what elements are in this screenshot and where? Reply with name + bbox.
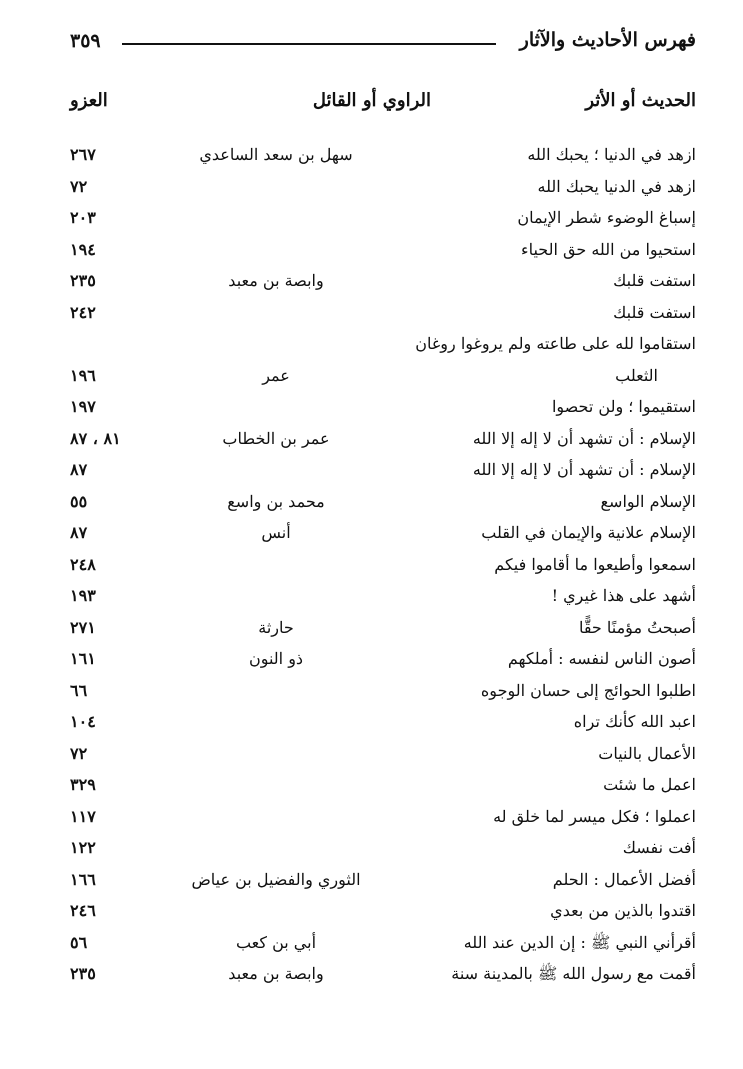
index-entry xyxy=(70,363,696,395)
entry-narrator: الثوري والفضيل بن عياض xyxy=(191,869,361,889)
index-entry xyxy=(70,268,696,300)
entry-hadith: الإسلام : أن تشهد أن لا إله إلا الله xyxy=(472,460,696,479)
entry-reference: ١٩٣ xyxy=(70,586,96,605)
entry-hadith: ازهد في الدنيا يحبك الله xyxy=(537,176,696,196)
entry-hadith: اقتدوا بالذين من بعدي xyxy=(550,901,696,920)
column-header-reference: العزو xyxy=(70,90,108,111)
entry-reference: ٨٧ xyxy=(70,523,88,542)
entry-hadith: الأعمال بالنيات xyxy=(598,743,696,763)
entry-hadith: اعمل ما شئت xyxy=(603,775,696,794)
entry-reference: ٥٦ xyxy=(70,932,88,952)
entry-reference: ٢٣٥ xyxy=(70,964,96,983)
index-entry xyxy=(70,520,696,552)
entry-reference: ١١٧ xyxy=(70,806,96,826)
entry-reference: ١٩٧ xyxy=(70,397,96,416)
index-entry xyxy=(70,205,696,237)
entry-hadith-continuation: الثعلب xyxy=(615,365,658,385)
index-entry xyxy=(70,867,696,899)
index-entry xyxy=(70,898,696,930)
index-entry xyxy=(70,457,696,489)
page-header xyxy=(70,26,696,56)
index-entry xyxy=(70,930,696,962)
entry-hadith: الإسلام الواسع xyxy=(600,491,696,511)
index-entry xyxy=(70,174,696,206)
entry-hadith: استقاموا لله على طاعته ولم يروغوا روغان xyxy=(415,334,696,353)
entry-hadith: اطلبوا الحوائج إلى حسان الوجوه xyxy=(480,680,696,700)
entry-narrator: ذو النون xyxy=(248,649,304,668)
entry-hadith: أشهد على هذا غيري ! xyxy=(551,586,696,605)
index-entry xyxy=(70,331,696,363)
entry-reference: ٢٤٢ xyxy=(70,302,96,322)
index-entry xyxy=(70,741,696,773)
index-entry xyxy=(70,709,696,741)
entry-hadith: ازهد في الدنيا ؛ يحبك الله xyxy=(527,145,696,164)
index-entry xyxy=(70,583,696,615)
index-entry xyxy=(70,804,696,836)
entry-reference: ٣٢٩ xyxy=(70,775,96,794)
header-rule xyxy=(122,43,496,45)
index-entries xyxy=(70,142,696,993)
entry-narrator: سهل بن سعد الساعدي xyxy=(199,145,353,164)
index-entry xyxy=(70,426,696,458)
entry-reference: ٧٢ xyxy=(70,743,88,763)
entry-hadith: أفضل الأعمال : الحلم xyxy=(552,869,696,889)
running-title: فهرس الأحاديث والآثار xyxy=(519,29,696,51)
entry-hadith: إسباغ الوضوء شطر الإيمان xyxy=(517,208,696,227)
entry-hadith: أقمت مع رسول الله ﷺ بالمدينة سنة xyxy=(451,964,696,983)
entry-hadith: استحيوا من الله حق الحياء xyxy=(521,239,696,259)
index-entry xyxy=(70,678,696,710)
column-headers xyxy=(70,86,696,120)
entry-hadith: الإسلام : أن تشهد أن لا إله إلا الله xyxy=(472,428,696,448)
entry-reference: ٢٤٨ xyxy=(70,554,96,574)
index-entry xyxy=(70,394,696,426)
entry-narrator: أنس xyxy=(261,523,291,542)
entry-narrator: وابصة بن معبد xyxy=(228,271,324,290)
entry-reference: ٨٧ xyxy=(70,460,88,479)
index-entry xyxy=(70,489,696,521)
index-entry xyxy=(70,300,696,332)
index-entry xyxy=(70,237,696,269)
entry-narrator: أبي بن كعب xyxy=(235,932,317,952)
index-entry xyxy=(70,772,696,804)
column-header-narrator: الراوي أو القائل xyxy=(312,90,431,111)
entry-reference: ١٩٦ xyxy=(70,365,96,385)
entry-reference: ٢٤٦ xyxy=(70,901,96,920)
index-entry xyxy=(70,835,696,867)
entry-reference: ٢٦٧ xyxy=(70,145,96,164)
index-entry xyxy=(70,961,696,993)
entry-hadith: أصبحتُ مؤمنًا حقًّا xyxy=(578,617,696,637)
entry-hadith: أفت نفسك xyxy=(622,838,696,857)
index-entry xyxy=(70,552,696,584)
entry-reference: ٥٥ xyxy=(70,491,88,511)
entry-reference: ٢٠٣ xyxy=(70,208,96,227)
entry-narrator: حارثة xyxy=(258,617,294,637)
entry-reference: ٨١ ، ٨٧ xyxy=(70,428,121,448)
column-header-hadith: الحديث أو الأثر xyxy=(585,90,696,111)
entry-reference: ٢٧١ xyxy=(70,617,96,637)
entry-reference: ٧٢ xyxy=(70,176,88,196)
entry-reference: ٢٣٥ xyxy=(70,271,96,290)
index-entry xyxy=(70,646,696,678)
entry-hadith: أصون الناس لنفسه : أملكهم xyxy=(507,649,696,668)
entry-hadith: أقرأني النبي ﷺ : إن الدين عند الله xyxy=(463,932,696,952)
entry-narrator: محمد بن واسع xyxy=(227,491,325,511)
entry-reference: ١٩٤ xyxy=(70,239,96,259)
entry-reference: ١٢٢ xyxy=(70,838,96,857)
index-entry xyxy=(70,142,696,174)
entry-hadith: استفت قلبك xyxy=(613,302,696,322)
entry-narrator: عمر بن الخطاب xyxy=(222,428,330,448)
entry-reference: ١٠٤ xyxy=(70,712,96,731)
entry-narrator: وابصة بن معبد xyxy=(228,964,324,983)
entry-hadith: استفت قلبك xyxy=(613,271,696,290)
index-entry xyxy=(70,615,696,647)
entry-reference: ١٦١ xyxy=(70,649,96,668)
entry-hadith: الإسلام علانية والإيمان في القلب xyxy=(481,523,696,542)
entry-reference: ١٦٦ xyxy=(70,869,96,889)
entry-reference: ٦٦ xyxy=(70,680,88,700)
entry-hadith: اعملوا ؛ فكل ميسر لما خلق له xyxy=(493,806,696,826)
entry-narrator: عمر xyxy=(262,365,290,385)
entry-hadith: اعبد الله كأنك تراه xyxy=(573,712,696,731)
entry-hadith: اسمعوا وأطيعوا ما أقاموا فيكم xyxy=(494,554,696,574)
entry-hadith: استقيموا ؛ ولن تحصوا xyxy=(551,397,696,416)
page-number: ٣٥٩ xyxy=(70,30,101,52)
